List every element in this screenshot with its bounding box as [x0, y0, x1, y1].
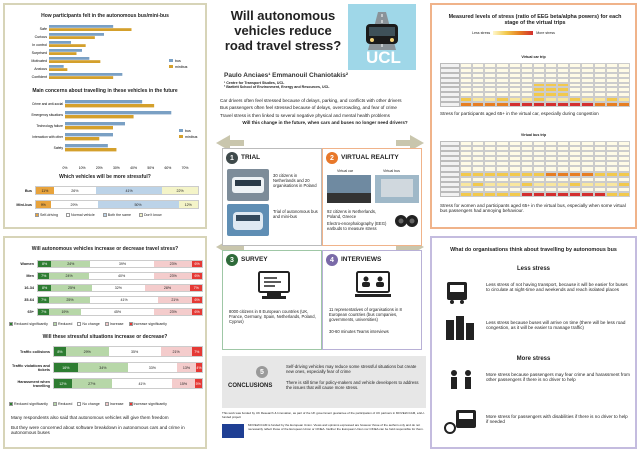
interviews-text-1: 11 representatives of organisations in 8 European countries (bus companies, governments, universities)	[329, 307, 402, 322]
stacked-row	[9, 296, 203, 304]
heat-cell	[618, 102, 630, 107]
chart1-legend-label: minibus	[175, 65, 188, 69]
bar-segment: 6%	[192, 297, 202, 303]
bar-segment: 6%	[192, 309, 202, 315]
harassment-icon	[446, 368, 476, 398]
heat-cell	[484, 102, 496, 107]
chart1-category-label: Safe	[39, 27, 47, 31]
survey-title: SURVEY	[241, 256, 268, 263]
chart2-bar	[65, 100, 142, 103]
survey-legend-item: Increase	[105, 322, 124, 326]
chart1-category-label: Motivated	[31, 59, 47, 63]
bar-segment: 28%	[145, 285, 191, 291]
chart3-legend-item: Normal vehicle	[66, 213, 95, 217]
bar-segment: 7%	[192, 347, 202, 356]
earbuds-icon	[393, 209, 419, 235]
stacked-bar	[37, 308, 203, 316]
chart1-legend-swatch	[169, 59, 173, 62]
stacked-row	[9, 378, 203, 389]
heat-cell	[533, 102, 545, 107]
heat-cell	[521, 192, 533, 197]
chart1-category-label: Curious	[34, 35, 47, 39]
survey-text: 8000 citizens in 8 European countries (UK, France, Germany, Spain, Netherlands, Poland, Cyprus)	[229, 309, 316, 324]
vr-car-image	[327, 175, 371, 203]
row-label: Traffic collisions	[20, 349, 50, 354]
bar-segment: 40%	[89, 273, 155, 279]
chart1-bar	[49, 25, 113, 28]
heat-cell	[606, 192, 618, 197]
chart1-bar	[49, 73, 122, 76]
chart3-legend-item: Self-driving	[35, 213, 58, 217]
survey-legend-item: No change	[77, 402, 99, 406]
poster-title: Will autonomous vehicles reduce road travel stress?	[224, 8, 342, 53]
organisations-title: What do organisations think about travelling by autonomous bus	[450, 247, 617, 253]
chart1-bar	[49, 76, 113, 79]
interviews-title: INTERVIEWS	[341, 256, 382, 263]
heat-cell	[557, 192, 569, 197]
bar-segment: 39%	[90, 261, 154, 267]
bar-segment: 23%	[154, 261, 192, 267]
chart2-bar	[65, 133, 113, 136]
situations-chart	[9, 346, 203, 398]
chart2-legend-label: bus	[185, 129, 191, 133]
survey-legend-item: Reduced	[53, 322, 72, 326]
bar-segment: 22%	[162, 187, 198, 194]
ucl-logo: UCL	[366, 48, 401, 67]
chart2-legend-swatch	[179, 129, 183, 132]
chart1-bar	[49, 36, 95, 39]
research-question: Will this change in the future, when cars and buses no longer need drivers?	[242, 120, 408, 126]
vr-section	[322, 148, 422, 246]
bar-segment: 7%	[38, 309, 49, 315]
survey-legend-item: Reduced significantly	[9, 322, 48, 326]
authors-block	[224, 72, 424, 89]
stacked-row	[9, 272, 203, 280]
chart2-bar	[65, 144, 108, 147]
affiliation-2: ² Bartlett School of Environment, Energy and Resources, UCL	[224, 85, 330, 90]
chart1-category-label: Confident	[31, 75, 47, 79]
chart1-bar	[49, 41, 71, 44]
chart1-bar	[49, 68, 67, 71]
heat-cell	[460, 102, 472, 107]
trial-text-1: 30 citizens in Netherlands and 20 organisations in Poland	[273, 173, 317, 188]
bar-segment: 25%	[51, 285, 92, 291]
bar-segment: 12%	[54, 379, 72, 388]
row-label: Mini-bus	[16, 202, 32, 207]
bus-note: Stress for women and participants aged 65+ in the virtual bus, especially when some virtual bus passengers had annoying behaviour.	[440, 203, 626, 214]
wheelchair-bus-icon	[444, 408, 478, 436]
organisations-panel	[430, 236, 637, 449]
chart1-title: How participants felt in the autonomous bus/mini-bus	[41, 13, 169, 19]
stacked-bar	[37, 284, 203, 292]
bar-segment: 7%	[190, 285, 201, 291]
bar-segment: 11%	[36, 187, 54, 194]
survey-note-1: Many respondents also said that autonomous vehicles will give them freedom	[11, 415, 169, 420]
chart1-category-label: Anxious	[34, 67, 47, 71]
less-stress-2: Less stress because buses will arrive on time (there will be less road congestion, as it will be easier to manage traffic)	[486, 320, 626, 331]
chart2-tick-label: 70%	[181, 166, 189, 170]
heat-cell	[581, 192, 593, 197]
bar-segment: 21%	[158, 297, 192, 303]
heat-cell	[472, 192, 484, 197]
chart1-bar	[49, 52, 77, 55]
chart1-legend-label: bus	[175, 59, 181, 63]
bar-segment: 9%	[36, 201, 51, 208]
chart2-bar	[65, 126, 113, 129]
stressful-vehicles-chart	[11, 186, 199, 212]
stacked-row	[11, 186, 199, 195]
chart2-category-label: Interaction with other	[32, 135, 63, 139]
row-label: 35-64	[24, 298, 34, 302]
stacked-bar	[53, 346, 203, 357]
bar-segment: 25%	[49, 297, 90, 303]
chart1-bar	[49, 65, 64, 68]
bar-segment: 32%	[92, 285, 144, 291]
bar-segment: 19%	[49, 309, 80, 315]
footer-funding: This work was funded by UK Research & Innovation, as part of the UK government guarantee of the participation of UK partners in MOVE2CCAM, a EU-funded project	[222, 411, 425, 419]
more-stress-2: More stress for passengers with disabilities if there is no driver to help if needed	[486, 414, 628, 425]
chart2-tick-label: 20%	[95, 166, 103, 170]
chart1-bar	[49, 44, 86, 47]
city-traffic-icon	[444, 314, 478, 342]
conclusions-section	[222, 356, 426, 408]
heat-cell	[545, 192, 557, 197]
chart1-legend-swatch	[169, 65, 173, 68]
bar-segment: 29%	[66, 347, 109, 356]
chart2-category-label: Technology failure	[36, 124, 63, 128]
chart2-category-label: Emergency situations	[31, 113, 63, 117]
bar-segment: 5%	[195, 379, 202, 388]
chart1-bar	[49, 33, 104, 36]
chart2-bar	[65, 104, 154, 107]
chart2-tick-label: 60%	[164, 166, 172, 170]
bar-segment: 23%	[154, 273, 192, 279]
bus-stress-table	[440, 141, 630, 197]
step-1-badge: 1	[226, 152, 238, 164]
heat-cell	[460, 192, 472, 197]
stress-scale	[493, 31, 533, 35]
chart2-category-label: Safety	[53, 146, 63, 150]
stacked-bar	[53, 362, 203, 373]
less-stress-heading: Less stress	[516, 266, 551, 272]
authors: Paulo Anciaes¹ Emmanouil Chaniotakis²	[224, 72, 349, 79]
heat-cell	[509, 192, 521, 197]
step-5-badge: 5	[256, 366, 268, 378]
stacked-bar	[37, 296, 203, 304]
bar-segment: 8%	[38, 285, 51, 291]
computer-survey-icon	[257, 271, 291, 301]
bar-segment: 45%	[81, 309, 155, 315]
survey-legend-2	[9, 402, 205, 406]
chart2-legend-swatch	[179, 135, 183, 138]
intro-text	[220, 98, 430, 126]
survey-legend-item: Increase	[105, 402, 124, 406]
heat-cell	[545, 102, 557, 107]
stacked-bar	[37, 272, 203, 280]
less-stress-label: Less stress	[472, 31, 491, 35]
affiliation-1: ¹ Centre for Transport Studies, UCL	[224, 81, 285, 85]
vr-text-2: Electro-encephalography (EEG) earbuds to measure stress	[327, 221, 387, 231]
bar-segment: 33%	[128, 363, 177, 372]
intro-line: Car drivers often feel stressed because of delays, parking, and conflicts with other drivers	[220, 98, 402, 103]
chart3-legend-item: Both the same	[103, 213, 131, 217]
bar-segment: 8%	[54, 347, 66, 356]
chart1-bar	[49, 49, 82, 52]
eeg-results-panel	[430, 3, 637, 229]
chart3-legend	[35, 213, 205, 217]
bar-segment: 4%	[196, 363, 202, 372]
bar-segment: 29%	[51, 201, 98, 208]
more-stress-heading: More stress	[516, 356, 551, 362]
footer-disclaimer: MOVE2CCAM is funded by the European Union. Views and opinions expressed are however those of the authors only and do not necessarily reflect those of the European Union or CINEA. Neither the European Union nor CINEA can be held responsible for them.	[248, 423, 424, 431]
chart3-legend-item: Don't know	[139, 213, 162, 217]
chart2-bar	[65, 111, 171, 114]
step-4-badge: 4	[326, 254, 338, 266]
bar-segment: 41%	[90, 297, 157, 303]
more-stress-1: More stress because passengers may fear crime and harassment from other passengers if there is no driver to help	[486, 372, 630, 383]
heat-cell	[533, 192, 545, 197]
vr-car-label: Virtual car	[337, 169, 354, 173]
row-label: Men	[26, 274, 34, 278]
vr-title: VIRTUAL REALITY	[341, 154, 399, 161]
vr-bus-image	[375, 175, 419, 203]
bar-segment: 8%	[38, 261, 51, 267]
stacked-row	[9, 260, 203, 268]
survey-legend-1	[9, 322, 205, 326]
eeg-title: Measured levels of stress (ratio of EEG beta/alpha powers) for each stage of the virtual trips	[448, 14, 622, 27]
step-2-badge: 2	[326, 152, 338, 164]
survey-chart1-title: Will autonomous vehicles increase or decrease travel stress?	[31, 246, 179, 252]
stacked-bar	[35, 186, 199, 195]
heat-cell	[618, 192, 630, 197]
survey-legend-item: No change	[77, 322, 99, 326]
eeg-legend	[472, 31, 622, 35]
heat-cell	[557, 102, 569, 107]
car-note: Stress for participants aged 65+ in the virtual car, especially during congestion	[440, 111, 599, 116]
stacked-bar	[53, 378, 203, 389]
bar-segment: 6%	[192, 273, 202, 279]
bar-segment: 6%	[192, 261, 202, 267]
bar-segment: 50%	[98, 201, 179, 208]
stacked-row	[9, 284, 203, 292]
vr-text-1: 92 citizens in Netherlands, Poland, Greece	[327, 209, 377, 219]
conclusions-title: CONCLUSIONS	[228, 383, 273, 389]
bar-segment: 35%	[109, 347, 161, 356]
chart2-legend-label: minibus	[185, 135, 198, 139]
chart1-category-label: Surprised	[31, 51, 47, 55]
bar-segment: 23%	[154, 309, 192, 315]
row-label: Bus	[24, 188, 32, 193]
survey-legend-item: Increase significantly	[129, 402, 167, 406]
chart1-category-label: In control	[32, 43, 47, 47]
car-stress-table	[440, 63, 630, 107]
more-stress-label: More stress	[536, 31, 555, 35]
heat-cell	[509, 102, 521, 107]
chart1-bar	[49, 57, 89, 60]
stacked-bar	[35, 200, 199, 209]
car-trip-title: Virtual car trip	[521, 55, 546, 59]
bar-segment: 26%	[54, 187, 96, 194]
heat-row-label	[440, 102, 460, 107]
bar-segment: 24%	[49, 273, 88, 279]
heat-cell	[496, 102, 508, 107]
conclusions-text-1: Self-driving vehicles may reduce some stressful situations but create new ones, especially fear of crime	[286, 364, 417, 374]
trial-text-2: Trial of autonomous bus and mini-bus	[273, 209, 318, 219]
video-call-icon	[355, 271, 391, 301]
survey-chart2-title: Will these stressful situations increase or decrease?	[42, 334, 168, 340]
survey-legend-item: Increase significantly	[129, 322, 167, 326]
bar-segment: 21%	[161, 347, 192, 356]
row-label: Traffic violations and tickets	[12, 363, 50, 372]
stress-change-chart	[9, 260, 203, 320]
row-label: 16-34	[24, 286, 34, 290]
vr-bus-label: Virtual bus	[383, 169, 400, 173]
bar-segment: 41%	[112, 379, 173, 388]
chart2-bar	[65, 115, 134, 118]
header	[220, 4, 416, 70]
trial-photo-minibus	[227, 204, 269, 236]
bar-segment: 15%	[172, 379, 194, 388]
concerns-chart	[9, 99, 205, 173]
row-label: Women	[20, 262, 34, 266]
survey-section	[222, 250, 322, 350]
stacked-row	[9, 308, 203, 316]
chart3-title: Which vehicles will be more stressful?	[59, 174, 151, 180]
heat-cell	[594, 192, 606, 197]
survey-results-panel	[3, 236, 207, 449]
row-label: Harassment when travelling	[17, 379, 50, 388]
chart2-title: Main concerns about travelling in these vehicles in the future	[32, 88, 178, 94]
bar-segment: 7%	[38, 273, 49, 279]
heat-cell	[569, 192, 581, 197]
trial-title: TRIAL	[241, 154, 261, 161]
header-image	[348, 4, 416, 70]
chart2-tick-label: 30%	[113, 166, 120, 170]
heat-cell	[581, 102, 593, 107]
chart2-bar	[65, 148, 116, 151]
heat-cell	[569, 102, 581, 107]
survey-legend-item: Reduced significantly	[9, 402, 48, 406]
trial-section	[222, 148, 322, 246]
bar-segment: 24%	[51, 261, 90, 267]
interviews-section	[322, 250, 422, 350]
heat-cell	[472, 102, 484, 107]
bar-segment: 34%	[78, 363, 128, 372]
heat-cell	[594, 102, 606, 107]
survey-legend-item: Reduced	[53, 402, 72, 406]
chart2-tick-label: 10%	[78, 166, 86, 170]
chart2-tick-label: 0%	[62, 166, 68, 170]
concerns-panel	[3, 3, 207, 229]
road-vehicle-icon	[348, 6, 416, 50]
feelings-chart	[9, 23, 205, 85]
stacked-bar	[37, 260, 203, 268]
stacked-row	[11, 200, 199, 209]
bar-segment: 16%	[54, 363, 78, 372]
chart2-category-label: Crime and anti-social	[32, 102, 63, 106]
chart2-tick-label: 50%	[147, 166, 155, 170]
bar-segment: 41%	[96, 187, 162, 194]
step-3-badge: 3	[226, 254, 238, 266]
footer	[222, 412, 426, 448]
bar-segment: 7%	[38, 297, 49, 303]
chart2-tick-label: 40%	[130, 166, 137, 170]
conclusions-text-2: There is still time for policy-makers and vehicle developers to address the issues that will cause more stress.	[286, 380, 419, 390]
heat-cell	[606, 102, 618, 107]
chart1-bar	[49, 60, 100, 63]
bus-trip-title: Virtual bus trip	[520, 133, 547, 137]
survey-note-2: But they were concerned about software breakdown in autonomous cars and crime in autonomous buses	[11, 425, 185, 436]
chart1-bar	[49, 28, 132, 31]
bar-segment: 27%	[72, 379, 112, 388]
eu-flag-logo	[222, 424, 244, 438]
less-stress-1: Less stress of not having transport, because it will be easier for buses to circulate at night-time and weekends and reach isolated places	[486, 282, 628, 293]
heat-cell	[484, 192, 496, 197]
interviews-text-2: 30-60 minutes Teams interviews	[329, 329, 389, 334]
intro-line: Bus passengers often feel stressed because of delays, overcrowding, and fear of crime	[220, 105, 397, 111]
bar-segment: 13%	[177, 363, 196, 372]
stacked-row	[9, 362, 203, 373]
chart2-bar	[65, 122, 125, 125]
heat-cell	[521, 102, 533, 107]
chart2-bar	[65, 137, 99, 140]
bar-segment: 12%	[179, 201, 198, 208]
stacked-row	[9, 346, 203, 357]
heat-cell	[496, 192, 508, 197]
heat-row-label	[440, 192, 460, 197]
row-label: 65+	[27, 310, 34, 314]
intro-line: Travel stress is then linked to several negative physical and mental health problems	[220, 112, 390, 118]
bus-night-icon	[444, 278, 470, 306]
trial-photo-bus	[227, 169, 269, 201]
